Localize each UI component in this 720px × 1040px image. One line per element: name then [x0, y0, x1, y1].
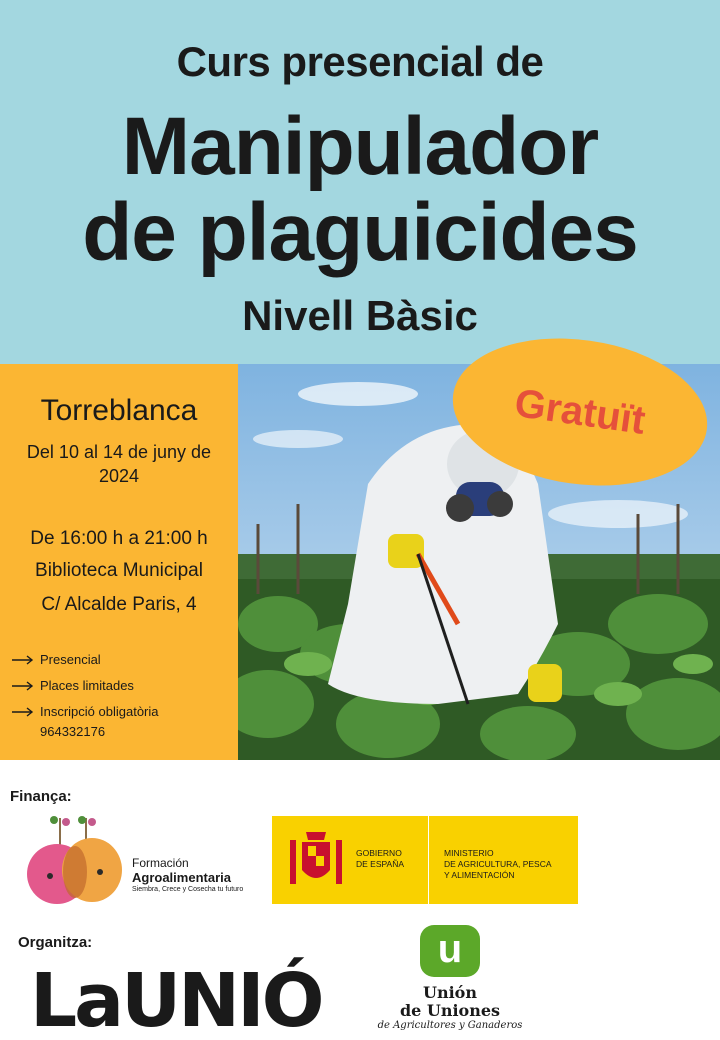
- fa-tagline: Siembra, Crece y Cosecha tu futuro: [132, 886, 244, 893]
- feature-label: Places limitades: [40, 678, 134, 693]
- course-title-line2: de plaguicides: [82, 187, 638, 278]
- venue-name: Biblioteca Municipal: [35, 560, 203, 581]
- venue-address: C/ Alcalde Paris, 4: [41, 594, 197, 615]
- uu-name-line1: Unión: [423, 983, 477, 1002]
- course-subtitle: Curs presencial de: [176, 38, 544, 85]
- funding-label: Finança:: [10, 788, 72, 805]
- course-dates: Del 10 al 14 de juny de 2024: [26, 442, 212, 486]
- fa-name-line1: Formación: [132, 856, 189, 870]
- gov-text: GOBIERNO DE ESPAÑA: [356, 848, 405, 869]
- arrow-right-icon: [12, 707, 34, 717]
- ministry-text: MINISTERIO DE AGRICULTURA, PESCA Y ALIMENTACIÓN: [444, 848, 552, 880]
- course-level: Nivell Bàsic: [242, 292, 478, 339]
- feature-item: [12, 652, 101, 667]
- phone-number: 964332176: [40, 724, 106, 739]
- course-hours: De 16:00 h a 21:00 h: [30, 528, 208, 549]
- government-logo: [272, 816, 578, 904]
- organizer-label: Organitza:: [18, 934, 93, 951]
- feature-label: Presencial: [40, 652, 101, 667]
- feature-item: [12, 678, 134, 693]
- spain-coat-of-arms-icon: [284, 826, 348, 894]
- course-title: [0, 101, 720, 278]
- fa-name-line2: Agroalimentaria: [132, 870, 231, 885]
- uu-name-line2: de Uniones: [399, 1001, 501, 1020]
- town-name: Torreblanca: [40, 394, 198, 427]
- launio-logo: LaUNIÓ: [30, 958, 322, 1040]
- feature-label: Inscripció obligatòria: [40, 704, 159, 719]
- course-title-line1: Manipulador: [121, 101, 599, 192]
- header-banner: [0, 0, 720, 364]
- uu-tagline: de Agricultores y Ganaderos: [377, 1020, 523, 1031]
- arrow-right-icon: [12, 655, 34, 665]
- divider: [428, 816, 429, 904]
- feature-item: [12, 704, 159, 719]
- union-de-uniones-icon: u: [420, 925, 480, 977]
- free-badge-label: Gratuït: [512, 380, 649, 443]
- arrow-right-icon: [12, 681, 34, 691]
- info-panel: [0, 364, 238, 760]
